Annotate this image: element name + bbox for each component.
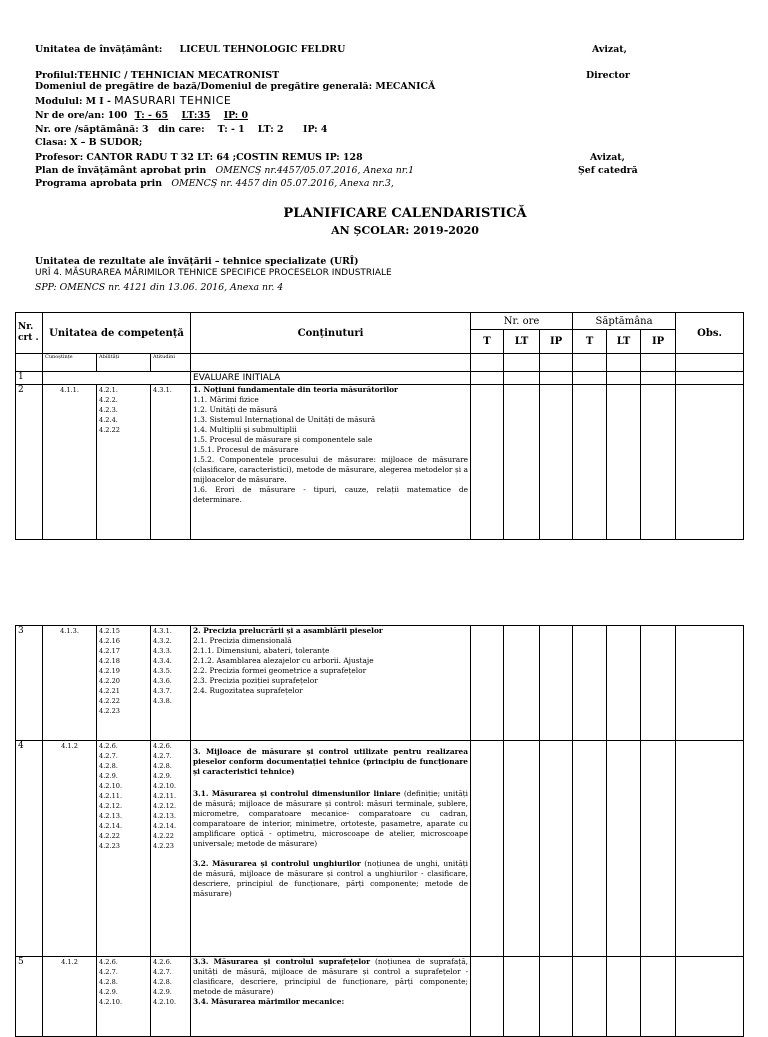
row-atitudini: 4.3.1. bbox=[151, 385, 191, 540]
row-content: 3.3. Măsurarea și controlul suprafețelor (noțiunea de suprafață, unități de măsură, mijloace de măsurare și control a suprafețelor - clasificare, descriere, principiul de funcționare, părți componente; metode de măsurare) 3.4. Măsurarea mărimilor mecanice: bbox=[191, 957, 471, 1037]
header-lt-week: LT bbox=[607, 330, 641, 354]
row-number: 1 bbox=[16, 372, 43, 385]
row-abilitati: 4.2.6. 4.2.7. 4.2.8. 4.2.9. 4.2.10. bbox=[97, 957, 151, 1037]
plan-table-bottom bbox=[15, 625, 744, 1037]
subsection-title: 3.3. Măsurarea și controlul suprafețelor bbox=[193, 957, 371, 966]
table-row bbox=[16, 957, 744, 1037]
nr-ore-ip: IP: 0 bbox=[223, 110, 249, 121]
header-lt: LT bbox=[504, 330, 540, 354]
uri-heading: Unitatea de rezultate ale învățării – tehnice specializate (URÎ) bbox=[35, 256, 359, 267]
row-number: 4 bbox=[16, 741, 43, 957]
programa-value: OMENCȘ nr. 4457 din 05.07.2016, Anexa nr.3, bbox=[171, 178, 394, 189]
plan-invatamant bbox=[35, 165, 414, 176]
header-t: T bbox=[471, 330, 504, 354]
header-nr-ore: Nr. ore bbox=[471, 313, 573, 330]
table-row bbox=[16, 741, 744, 957]
header-ip-week: IP bbox=[641, 330, 676, 354]
header-t-week: T bbox=[573, 330, 607, 354]
header-continuturi: Conținuturi bbox=[191, 313, 471, 354]
header-ip: IP bbox=[540, 330, 573, 354]
page-title: PLANIFICARE CALENDARISTICĂ bbox=[283, 206, 527, 221]
school-year: AN ȘCOLAR: 2019-2020 bbox=[331, 224, 479, 237]
subsection-title: 3.4. Măsurarea mărimilor mecanice: bbox=[193, 997, 345, 1006]
row-number: 5 bbox=[16, 957, 43, 1037]
director-label: Director bbox=[586, 70, 630, 81]
section-title: 2. Precizia prelucrării și a asamblării pieselor bbox=[193, 626, 383, 635]
domeniul: Domeniul de pregătire de bază/Domeniul de pregătire generală: MECANICĂ bbox=[35, 81, 436, 92]
nr-ore-t: T: - 65 bbox=[134, 110, 169, 121]
school-line bbox=[35, 44, 345, 55]
plan-table-top bbox=[15, 312, 744, 540]
row-cunostinte: 4.1.2 bbox=[43, 957, 97, 1037]
row-number: 3 bbox=[16, 626, 43, 741]
row-cunostinte: 4.1.1. bbox=[43, 385, 97, 540]
row-number: 2 bbox=[16, 385, 43, 540]
table-row bbox=[16, 385, 744, 540]
uri-spp: SPP: OMENCS nr. 4121 din 13.06. 2016, Anexa nr. 4 bbox=[35, 282, 284, 293]
profil: Profilul:TEHNIC / TEHNICIAN MECATRONIST bbox=[35, 70, 280, 81]
row-content: 1. Noțiuni fundamentale din teoria măsurătorilor 1.1. Mărimi fizice 1.2. Unități de măsură 1.3. Sistemul Internațional de Unități de măsură 1.4. Multiplii și submultiplii 1.5. Procesul de măsurare și componentele sale 1.5.1. Procesul de măsurare 1.5.2. Componentele procesului de măsurare: mijloace de măsurare (clasificare, caracteristici), metode de măsurare, alegerea metodelor și a mijloacelor de măsurare. 1.6. Erori de măsurare - tipuri, cauze, relații matematice de determinare. bbox=[191, 385, 471, 540]
row-atitudini: 4.2.6. 4.2.7. 4.2.8. 4.2.9. 4.2.10. 4.2.11. 4.2.12. 4.2.13. 4.2.14. 4.2.22 4.2.23 bbox=[151, 741, 191, 957]
row-cunostinte: 4.1.3. bbox=[43, 626, 97, 741]
modul-label: Modulul: M I - bbox=[35, 96, 115, 107]
header-obs: Obs. bbox=[676, 313, 744, 354]
header-abilitati: Abilități bbox=[97, 354, 151, 372]
profesor: Profesor: CANTOR RADU T 32 LT: 64 ;COSTIN REMUS IP: 128 bbox=[35, 152, 363, 163]
header-atitudini: Atitudini bbox=[151, 354, 191, 372]
programa bbox=[35, 178, 394, 189]
nr-ore-saptamana: Nr. ore /săptămână: 3 din care: T: - 1 LT: 2 IP: 4 bbox=[35, 124, 328, 135]
sef-catedra-label: Șef catedră bbox=[578, 165, 638, 176]
uri-name: URÎ 4. MĂSURAREA MĂRIMILOR TEHNICE SPECIFICE PROCESELOR INDUSTRIALE bbox=[35, 268, 392, 278]
header-cunostinte: Cunoștințe bbox=[43, 354, 97, 372]
avizat-sef-label: Avizat, bbox=[590, 152, 625, 163]
header-nr-crt: Nr. crt . bbox=[16, 313, 43, 354]
row-content: 3. Mijloace de măsurare și control utilizate pentru realizarea pieselor conform documentației tehnice (principiu de funcționare și caracteristici tehnice) 3.1. Măsurarea și controlul dimensiunilor liniare (definiție; unități de măsură; mijloace de măsurare și control: măsuri terminale, șublere, micrometre, comparatoare mecanice- comparatoare cu cadran, comparatoare de interior, minimetre, ortoteste, pasametre, aparate cu amplificare optică - optimetru, microscoape de atelier, microscoape universale; metode de măsurare) 3.2. Măsurarea și controlul unghiurilor (noțiunea de unghi, unități de măsură, mijloace de măsurare și control a unghiurilor - clasificare, descriere, principiul de funcționare, părți componente; metode de măsurare) bbox=[191, 741, 471, 957]
clasa: Clasa: X – B SUDOR; bbox=[35, 137, 143, 148]
programa-label: Programa aprobata prin bbox=[35, 178, 163, 189]
row-cunostinte: 4.1.2 bbox=[43, 741, 97, 957]
subsection-title: 3.2. Măsurarea și controlul unghiurilor bbox=[193, 859, 361, 868]
plan-label: Plan de învățământ aprobat prin bbox=[35, 165, 207, 176]
nr-ore-lt: LT:35 bbox=[181, 110, 211, 121]
table-row bbox=[16, 626, 744, 741]
avizat-director-label: Avizat, bbox=[592, 44, 627, 55]
row-abilitati: 4.2.15 4.2.16 4.2.17 4.2.18 4.2.19 4.2.20 4.2.21 4.2.22 4.2.23 bbox=[97, 626, 151, 741]
header-saptamana: Săptămâna bbox=[573, 313, 676, 330]
section-title: 3. Mijloace de măsurare și control utilizate pentru realizarea pieselor conform documentației tehnice (principiu de funcționare și caracteristici tehnice) bbox=[193, 747, 468, 776]
row-atitudini: 4.2.6. 4.2.7. 4.2.8. 4.2.9. 4.2.10. bbox=[151, 957, 191, 1037]
row-abilitati: 4.2.1. 4.2.2. 4.2.3. 4.2.4. 4.2.22 bbox=[97, 385, 151, 540]
row-content: 2. Precizia prelucrării și a asamblării pieselor 2.1. Precizia dimensională 2.1.1. Dimensiuni, abateri, toleranțe 2.1.2. Asamblarea alezajelor cu arborii. Ajustaje 2.2. Precizia formei geometrice a suprafețelor 2.3. Precizia poziției suprafețelor 2.4. Rugozitatea suprafețelor bbox=[191, 626, 471, 741]
row-atitudini: 4.3.1. 4.3.2. 4.3.3. 4.3.4. 4.3.5. 4.3.6. 4.3.7. 4.3.8. bbox=[151, 626, 191, 741]
plan-value: OMENCȘ nr.4457/05.07.2016, Anexa nr.1 bbox=[215, 165, 415, 176]
subsection-title: 3.1. Măsurarea și controlul dimensiunilor liniare bbox=[193, 789, 401, 798]
nr-ore-total: Nr de ore/an: 100 bbox=[35, 110, 128, 121]
unitatea-label: Unitatea de învățământ: bbox=[35, 44, 163, 55]
table-row bbox=[16, 372, 744, 385]
nr-ore-an bbox=[35, 110, 248, 121]
section-title: 1. Noțiuni fundamentale din teoria măsurătorilor bbox=[193, 385, 398, 394]
school-name: LICEUL TEHNOLOGIC FELDRU bbox=[179, 44, 346, 55]
header-unitatea: Unitatea de competență bbox=[43, 313, 191, 354]
row-abilitati: 4.2.6. 4.2.7. 4.2.8. 4.2.9. 4.2.10. 4.2.11. 4.2.12. 4.2.13. 4.2.14. 4.2.22 4.2.23 bbox=[97, 741, 151, 957]
row-content: EVALUARE INITIALA bbox=[191, 372, 471, 385]
modul bbox=[35, 95, 231, 107]
modul-name: MASURARI TEHNICE bbox=[114, 94, 232, 107]
